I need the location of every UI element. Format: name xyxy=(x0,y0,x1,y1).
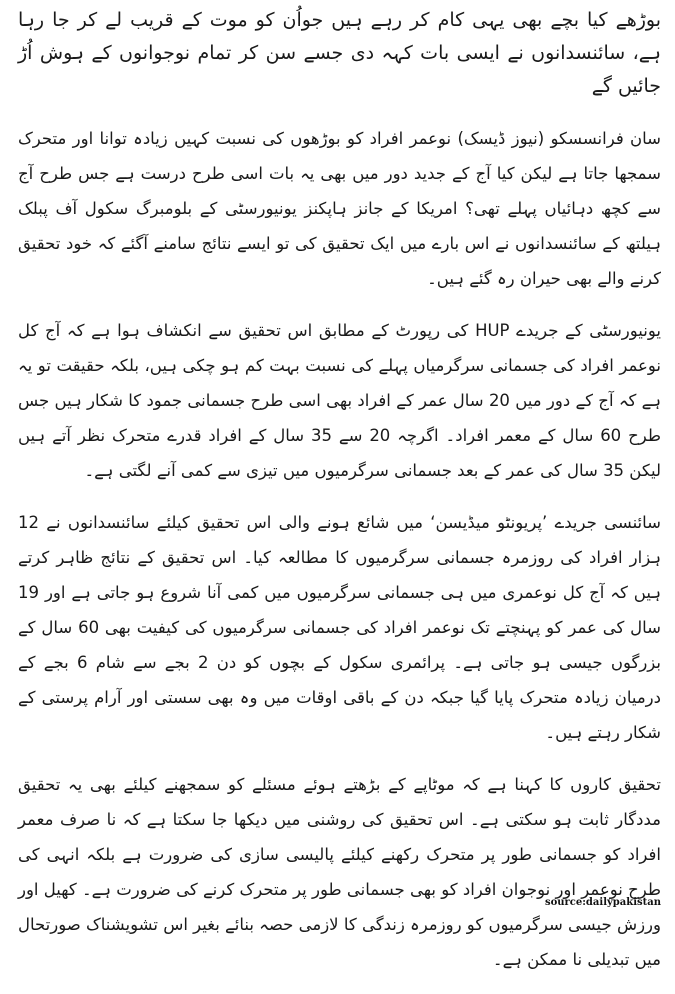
article-paragraph-1: سان فرانسسکو (نیوز ڈیسک) نوعمر افراد کو بوڑھوں کی نسبت کہیں زیادہ توانا اور متحرک سمجھا جاتا ہے لیکن کیا آج کے جدید دور میں بھی یہ بات اسی طرح درست ہے جس طرح آج سے کچھ دہائیاں پہلے تھی؟ امریکا کے جانز ہاپکنز یونیورسٹی کے بلومبرگ سکول آف پبلک ہیلتھ کے سائنسدانوں نے اس بارے میں ایک تحقیق کی تو ایسے نتائج سامنے آگئے کہ خود تحقیق کرنے والے بھی حیران رہ گئے ہیں۔ xyxy=(18,129,661,288)
article xyxy=(18,4,661,994)
source-credit: source:dailypakistan xyxy=(544,897,661,908)
article-paragraph-4: تحقیق کاروں کا کہنا ہے کہ موٹاپے کے بڑھتے ہوئے مسئلے کو سمجھنے کیلئے بھی یہ تحقیق مددگار ثابت ہو سکتی ہے۔ اس تحقیق کی روشنی میں دیکھا جا سکتا ہے کہ نا صرف معمر افراد کو جسمانی طور پر متحرک رکھنے کیلئے پالیسی سازی کی ضرورت ہے بلکہ انہی کی طرح نوعمر اور نوجوان افراد کو بھی جسمانی طور پر متحرک کرنے کی ضرورت ہے۔ کھیل اور ورزش جیسی سرگرمیوں کو روزمرہ زندگی کا لازمی حصہ بنائے بغیر اس تشویشناک صورتحال میں تبدیلی نا ممکن ہے۔ xyxy=(18,775,661,969)
article-paragraph-2: یونیورسٹی کے جریدے HUP کی رپورٹ کے مطابق اس تحقیق سے انکشاف ہوا ہے کہ آج کل نوعمر افراد کی جسمانی سرگرمیاں پہلے کی نسبت بہت کم ہو چکی ہیں، بلکہ حقیقت تو یہ ہے کہ آج کے دور میں 20 سال عمر کے افراد بھی اسی طرح جسمانی جمود کا شکار ہیں جس طرح 60 سال کے معمر افراد۔ اگرچہ 20 سے 35 سال کے افراد قدرے متحرک نظر آتے ہیں لیکن 35 سال کی عمر کے بعد جسمانی سرگرمیوں میں تیزی سے کمی آنے لگتی ہے۔ xyxy=(18,321,662,480)
article-paragraph-3: سائنسی جریدے ’پریونٹو میڈیسن‘ میں شائع ہونے والی اس تحقیق کیلئے سائنسدانوں نے 12 ہزار افراد کی روزمرہ جسمانی سرگرمیوں کا مطالعہ کیا۔ اس تحقیق کے نتائج ظاہر کرتے ہیں کہ آج کل نوعمری میں ہی جسمانی سرگرمیوں میں کمی آنا شروع ہو جاتی ہے اور 19 سال کی عمر کو پہنچتے تک نوعمر افراد کی جسمانی سرگرمیوں کی کیفیت بھی 60 سال کے بزرگوں جیسی ہو جاتی ہے۔ پرائمری سکول کے بچوں کو دن 2 بجے سے شام 6 بجے کے درمیان زیادہ متحرک پایا گیا جبکہ دن کے باقی اوقات میں وہ بھی سستی اور آرام پرستی کے شکار رہتے ہیں۔ xyxy=(18,513,661,742)
article-headline: بوڑھے کیا بچے بھی یہی کام کر رہے ہیں جواُن کو موت کے قریب لے کر جا رہا ہے، سائنسدانوں نے ایسی بات کہہ دی جسے سن کر تمام نوجوانوں کے ہوش اُڑ جائیں گے xyxy=(18,9,661,97)
